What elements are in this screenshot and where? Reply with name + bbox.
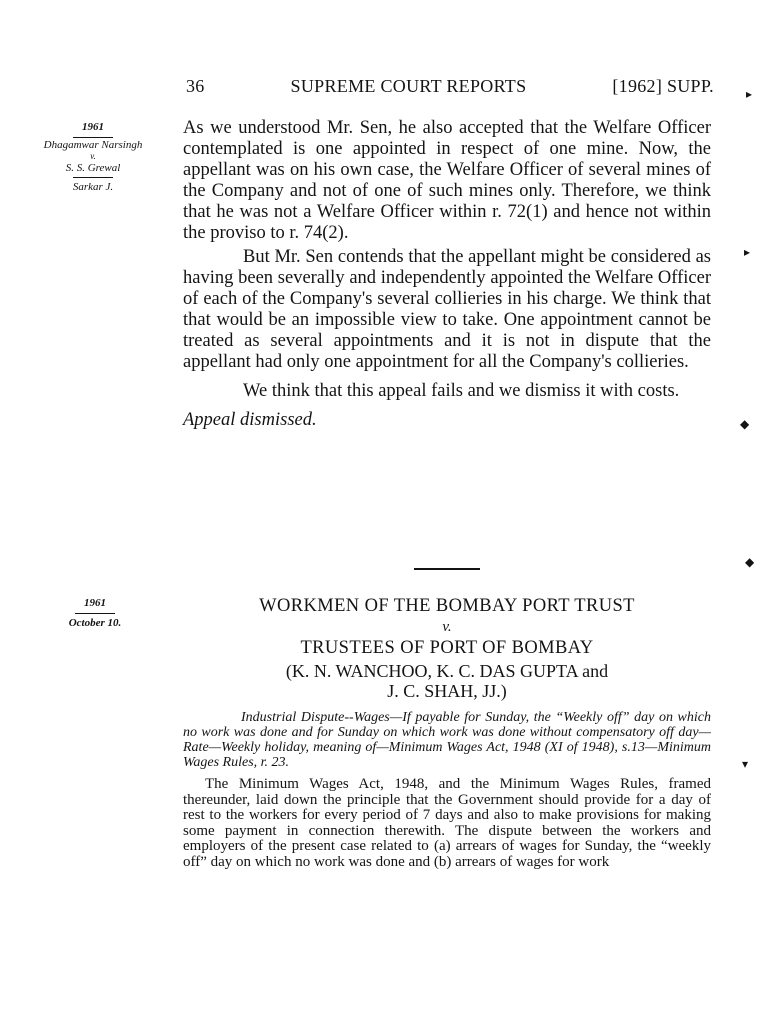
bench-line-2: J. C. SHAH, JJ.) (387, 681, 507, 701)
previous-case-text (183, 118, 711, 431)
margin-date: October 10. (68, 617, 122, 629)
margin-party-1: Dhagamwar Narsingh (43, 139, 143, 151)
reporter-title: SUPREME COURT REPORTS (290, 76, 527, 96)
appeal-result: Appeal dismissed. (183, 410, 317, 430)
margin-note-previous-case (14, 118, 172, 196)
paragraph: But Mr. Sen contends that the appellant might be considered as having been severally and independently appointed the Welfare Officer of each of the Company's several collieries in his charge. We think that that would be an impossible view to take. One appointment cannot be treated as several appointments and it is not in dispute that the appellant had only one appointment for all the Company's collieries. (183, 247, 711, 372)
running-head (186, 76, 714, 97)
case-title-party-2: TRUSTEES OF PORT OF BOMBAY (300, 638, 594, 658)
paragraph: We think that this appeal fails and we dismiss it with costs. (243, 381, 680, 401)
case-summary: The Minimum Wages Act, 1948, and the Minimum Wages Rules, framed thereunder, laid down the principle that the Government should provide for a day of rest to the workers for every period of 7 days and also to make provisions for making some payment in connection therewith. The dispute between the workers and employers of the present case related to (a) arrears of wages for Sunday, the “weekly off” day on which no work was done and (b) arrears of wages for work (183, 776, 711, 870)
paragraph: As we understood Mr. Sen, he also accepted that the Welfare Officer contemplated is one appointed in respect of one mine. Now, the appellant was on his own case, the Welfare Officer of several mines of the Company and not of one of such mines only. Therefore, we think that he was not a Welfare Officer within r. 72(1) and hence not within the proviso to r. 74(2). (183, 118, 711, 243)
margin-judge: Sarkar J. (72, 181, 114, 193)
margin-note-new-case (40, 594, 150, 632)
page-number: 36 (186, 76, 205, 96)
case-versus: v. (442, 619, 452, 635)
bench-line-1: (K. N. WANCHOO, K. C. DAS GUPTA and (285, 661, 609, 681)
print-mark: ▸ (746, 87, 753, 101)
case-divider (414, 568, 480, 570)
volume-label: [1962] SUPP. (612, 76, 714, 96)
margin-versus: v. (90, 151, 96, 161)
margin-party-2: S. S. Grewal (65, 162, 121, 174)
margin-year: 1961 (82, 121, 104, 133)
headnote: Industrial Dispute--Wages—If payable for Sunday, the “Weekly off” day on which no work was done and for Sunday on which work was done without compensatory off day—Rate—Weekly holiday, meaning of—Minimum Wages Act, 1948 (XI of 1948), s.13—Minimum Wages Rules, r. 23. (183, 710, 711, 770)
new-case (183, 596, 711, 871)
print-mark: ▾ (742, 757, 749, 771)
print-mark: ◆ (740, 417, 750, 431)
margin-year: 1961 (84, 597, 106, 609)
print-mark: ▸ (744, 245, 751, 259)
print-mark: ◆ (745, 555, 755, 569)
case-title-party-1: WORKMEN OF THE BOMBAY PORT TRUST (259, 596, 635, 616)
